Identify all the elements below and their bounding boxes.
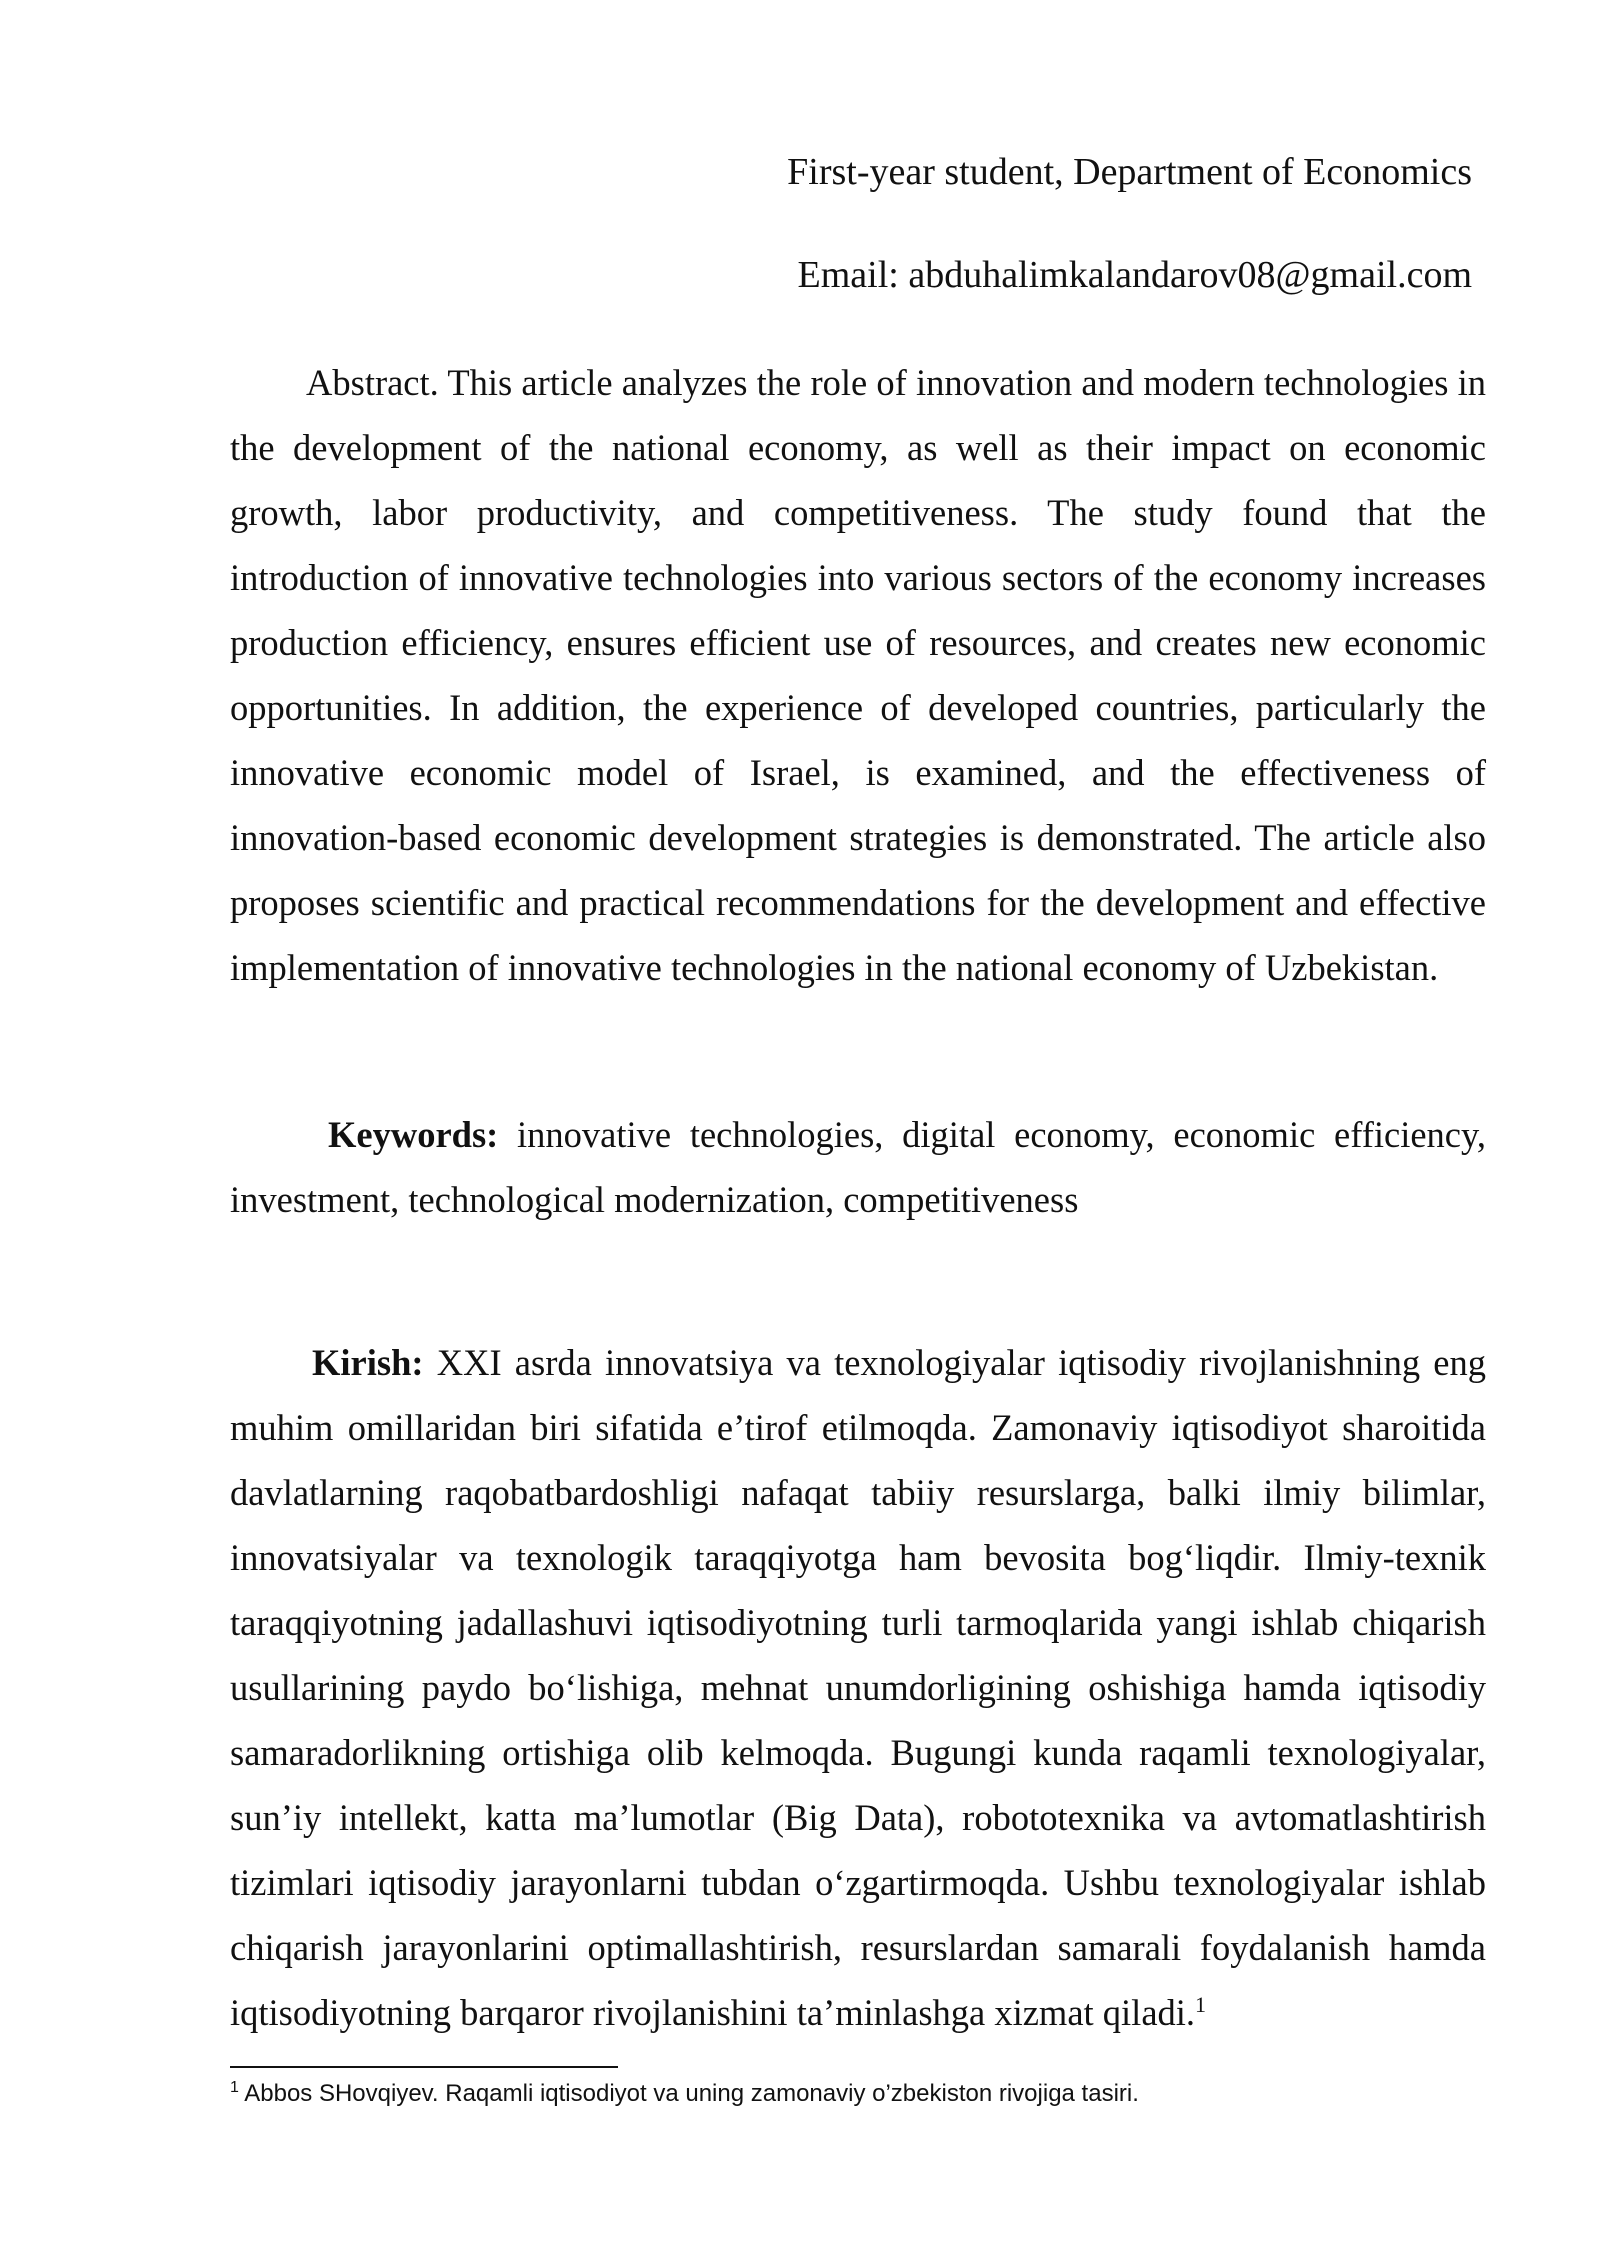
footnote-text: Abbos SHovqiyev. Raqamli iqtisodiyot va uning zamonaviy o’zbekiston rivojiga tasiri. <box>238 2080 1139 2107</box>
footnote <box>230 2078 1139 2109</box>
footnote-mark: 1 <box>230 2079 239 2096</box>
keywords-label: Keywords: <box>328 1114 499 1155</box>
introduction-label: Kirish: <box>312 1342 424 1383</box>
introduction-text: XXI asrda innovatsiya va texnologiyalar iqtisodiy rivojlanishning eng muhim omillaridan biri sifatida e’tirof etilmoqda. Zamonaviy iqtisodiyot sharoitida davlatlarning raqobatbardoshligi nafaqat tabiiy resurslarga, balki ilmiy bilimlar, innovatsiyalar va texnologik taraqqiyotga ham bevosita bog‘liqdir. Ilmiy-texnik taraqqiyotning jadallashuvi iqtisodiyotning turli tarmoqlarida yangi ishlab chiqarish usullarining paydo bo‘lishiga, mehnat unumdorligining oshishiga hamda iqtisodiy samaradorlikning ortishiga olib kelmoqda. Bugungi kunda raqamli texnologiyalar, sun’iy intellekt, katta ma’lumotlar (Big Data), robototexnika va avtomatlashtirish tizimlari iqtisodiy jarayonlarni tubdan o‘zgartirmoqda. Ushbu texnologiyalar ishlab chiqarish jarayonlarini optimallashtirish, resurslardan samarali foydalanish hamda iqtisodiyotning barqaror rivojlanishini ta’minlashga xizmat qiladi. <box>230 1342 1486 2033</box>
keywords-text: innovative technologies, digital economy, economic efficiency, investment, technological modernization, competitiveness <box>230 1114 1486 1220</box>
footnote-reference[interactable]: 1 <box>1195 1991 1207 2017</box>
footnote-divider <box>230 2066 618 2068</box>
introduction-paragraph <box>230 1330 1486 2045</box>
author-email: Email: abduhalimkalandarov08@gmail.com <box>797 254 1472 296</box>
abstract-paragraph: Abstract. This article analyzes the role of innovation and modern technologies in the development of the national economy, as well as their impact on economic growth, labor productivity, and competitiveness. The study found that the introduction of innovative technologies into various sectors of the economy increases production efficiency, ensures efficient use of resources, and creates new economic opportunities. In addition, the experience of developed countries, particularly the innovative economic model of Israel, is examined, and the effectiveness of innovation-based economic development strategies is demonstrated. The article also proposes scientific and practical recommendations for the development and effective implementation of innovative technologies in the national economy of Uzbekistan. <box>230 362 1486 988</box>
author-affiliation: First-year student, Department of Economics <box>787 151 1472 193</box>
keywords-paragraph <box>230 1102 1486 1232</box>
